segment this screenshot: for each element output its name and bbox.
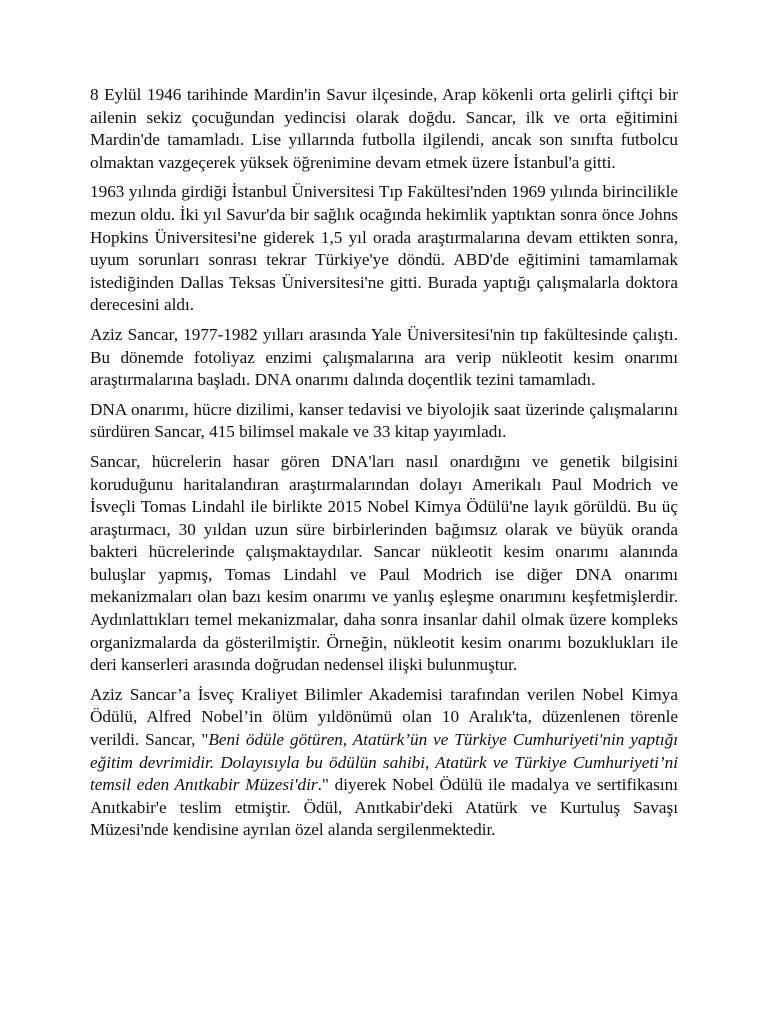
paragraph-early-life	[90, 84, 678, 174]
paragraph-text: Aziz Sancar, 1977-1982 yılları arasında Yale Üniversitesi'nin tıp fakültesinde çalıştı. Bu dönemde fotoliyaz enzimi çalışmalarına ara verip nükleotit kesim onarımı araştırmalarına başladı. DNA onarımı dalında doçentlik tezini tamamladı.	[90, 324, 678, 390]
paragraph-text: Sancar, hücrelerin hasar gören DNA'ları nasıl onardığını ve genetik bilgisini koruduğunu haritalandıran araştırmalarından dolayı Amerikalı Paul Modrich ve İsveçli Tomas Lindahl ile birlikte 2015 Nobel Kimya Ödülü'ne layık görüldü. Bu üç araştırmacı, 30 yıldan uzun süre birbirlerinden bağımsız olarak ve büyük oranda bakteri hücrelerinde çalışmaktaydılar. Sancar nükleotit kesim onarımı alanında buluşlar yapmış, Tomas Lindahl ve Paul Modrich ise diğer DNA onarımı mekanizmaları olan bazı kesim onarımı ve yanlış eşleşme onarımını keşfetmişlerdir. Aydınlattıkları temel mekanizmalar, daha sonra insanlar dahil olmak üzere kompleks organizmalarda da gösterilmiştir. Örneğin, nükleotit kesim onarımı bozuklukları ile deri kanserleri arasında doğrudan nedensel ilişki bulunmuştur.	[90, 451, 678, 675]
quote-text: Beni ödüle götüren, Atatürk’ün ve Türkiye Cumhuriyeti'nin yaptığı eğitim devrimidir. Dolayısıyla bu ödülün sahibi, Atatürk ve Türkiye Cumhuriyeti’ni temsil eden Anıtkabir Müzesi'dir	[90, 730, 678, 795]
paragraph-yale	[90, 324, 678, 392]
paragraph-education	[90, 181, 678, 317]
paragraph-text: 1963 yılında girdiği İstanbul Üniversitesi Tıp Fakültesi'nden 1969 yılında birincilikle mezun oldu. İki yıl Savur'da bir sağlık ocağında hekimlik yaptıktan sonra önce Johns Hopkins Üniversitesi'ne giderek 1,5 yıl orada araştırmalarına devam ettikten sonra, uyum sorunları sonrası tekrar Türkiye'ye döndü. ABD'de eğitimini tamamlamak istediğinden Dallas Teksas Üniversitesi'ne gitti. Burada yaptığı çalışmalarla doktora derecesini aldı.	[90, 182, 678, 315]
paragraph-research	[90, 399, 678, 444]
paragraph-text: Aziz Sancar’a İsveç Kraliyet Bilimler Akademisi tarafından verilen Nobel Kimya Ödülü, Alfred Nobel’in ölüm yıldönümü olan 10 Aralık'ta, düzenlenen törenle verildi. Sancar, "	[90, 684, 678, 750]
paragraph-text: ." diyerek Nobel Ödülü ile madalya ve sertifikasını Anıtkabir'e teslim etmiştir. Ödül, Anıtkabir'deki Atatürk ve Kurtuluş Savaşı Müzesi'nde kendisine ayrılan özel alanda sergilenmektedir.	[90, 775, 678, 840]
paragraph-anitkabir	[90, 684, 678, 842]
paragraph-text: 8 Eylül 1946 tarihinde Mardin'in Savur ilçesinde, Arap kökenli orta gelirli çiftçi bir ailenin sekiz çocuğundan yedincisi olarak doğdu. Sancar, ilk ve orta eğitimini Mardin'de tamamladı. Lise yıllarında futbolla ilgilendi, ancak son sınıfta futbolcu olmaktan vazgeçerek yüksek öğrenimine devam etmek üzere İstanbul'a gitti.	[90, 85, 678, 172]
document-page	[90, 84, 678, 849]
paragraph-nobel	[90, 451, 678, 677]
paragraph-text: DNA onarımı, hücre dizilimi, kanser tedavisi ve biyolojik saat üzerinde çalışmalarını sürdüren Sancar, 415 bilimsel makale ve 33 kitap yayımladı.	[90, 399, 678, 442]
